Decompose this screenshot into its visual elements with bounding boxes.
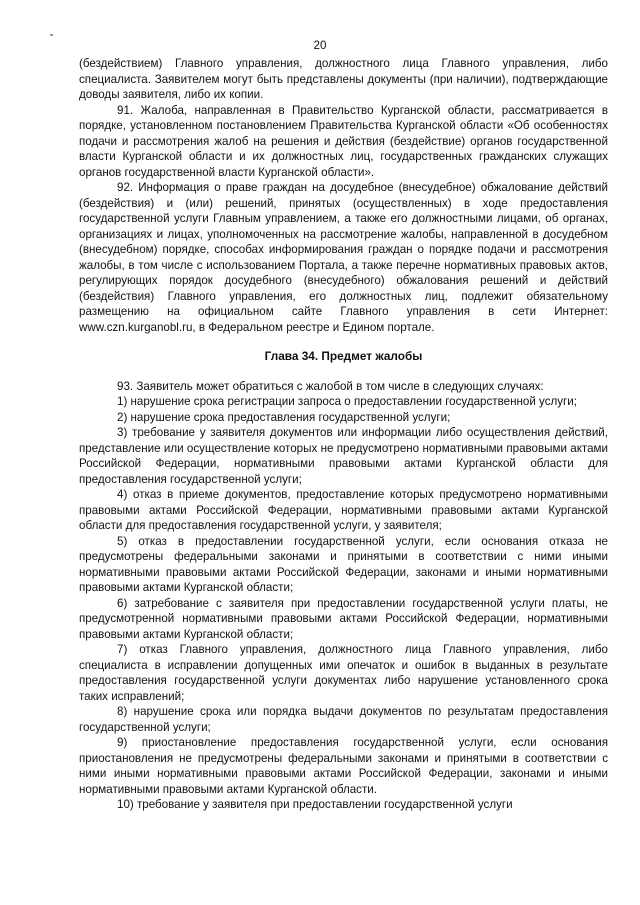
list-item-4: 4) отказ в приеме документов, предоставление которых предусмотрено нормативными правовыми актами Российской Федерации, нормативными правовыми актами Курганской области для предоставления государственной услуги, у заявителя; — [79, 488, 608, 532]
paragraph-92: 92. Информация о праве граждан на досудебное (внесудебное) обжалование действий (бездействия) и (или) решений, принятых (осуществленных) в ходе предоставления государственной услуги Главным управлением, а также его должностными лицами, об органах, организациях и лицах, уполномоченных на рассмотрение жалобы, направленной в досудебном (внесудебном) порядке, способах информирования граждан о порядке подачи и рассмотрения жалобы, в том числе с использованием Портала, а также перечне нормативных правовых актов, регулирующих порядок досудебного (внесудебного) обжалования решений и действий (бездействия) Главного управления, его должностных лиц, подлежит обязательному размещению на официальном сайте Главного управления в сети Интернет: www.czn.kurganobl.ru, в Федеральном реестре и Едином портале. — [79, 181, 608, 334]
list-item-1: 1) нарушение срока регистрации запроса о предоставлении государственной услуги; — [117, 395, 577, 408]
list-item-9: 9) приостановление предоставления государственной услуги, если основания приостановления не предусмотрены федеральными законами и принятыми в соответствии с ними иными нормативными правовыми актами Российской Федерации, законами и иными нормативными правовыми актами Курганской области. — [79, 736, 608, 796]
list-item-10: 10) требование у заявителя при предоставлении государственной услуги — [117, 798, 513, 811]
list-item-6: 6) затребование с заявителя при предоставлении государственной услуги платы, не предусмотренной нормативными правовыми актами Российской Федерации, нормативными правовыми актами Курганской области; — [79, 596, 608, 641]
paragraph-91: 91. Жалоба, направленная в Правительство Курганской области, рассматривается в порядке, установленном постановлением Правительства Курганской области «Об особенностях подачи и рассмотрения жалоб на решения и действия (бездействие) органов государственной власти Курганской области и их должностных лиц, государственных гражданских служащих органов государственной власти Курганской области». — [79, 103, 608, 179]
paragraph-continuation: (бездействием) Главного управления, должностного лица Главного управления, либо специалиста. Заявителем могут быть представлены документы (при наличии), подтверждающие доводы заявителя, либо их копии. — [79, 57, 608, 101]
list-item-3: 3) требование у заявителя документов или информации либо осуществления действий, представление или осуществление которых не предусмотрено нормативными правовыми актами Российской Федерации, нормативными правовыми актами Курганской области для предоставления государственной услуги; — [79, 426, 608, 486]
paragraph-93: 93. Заявитель может обратиться с жалобой в том числе в следующих случаях: — [117, 379, 544, 393]
page-content — [79, 56, 608, 813]
list-item-2: 2) нарушение срока предоставления государственной услуги; — [117, 410, 451, 424]
scan-speck — [50, 34, 53, 36]
list-item-5: 5) отказ в предоставлении государственной услуги, если основания отказа не предусмотрены федеральными законами и принятыми в соответствии с ними иными нормативными правовыми актами Российской Федерации, законами и иными нормативными правовыми актами Курганской области; — [79, 534, 608, 594]
chapter-heading: Глава 34. Предмет жалобы — [264, 349, 423, 363]
page-number: 20 — [313, 39, 327, 52]
list-item-7: 7) отказ Главного управления, должностного лица Главного управления, либо специалиста в исправлении допущенных ими опечаток и ошибок в выданных в результате предоставления государственной услуги документах либо нарушение установленного срока таких исправлений; — [79, 643, 608, 703]
list-item-8: 8) нарушение срока или порядка выдачи документов по результатам предоставления государственной услуги; — [79, 705, 608, 734]
